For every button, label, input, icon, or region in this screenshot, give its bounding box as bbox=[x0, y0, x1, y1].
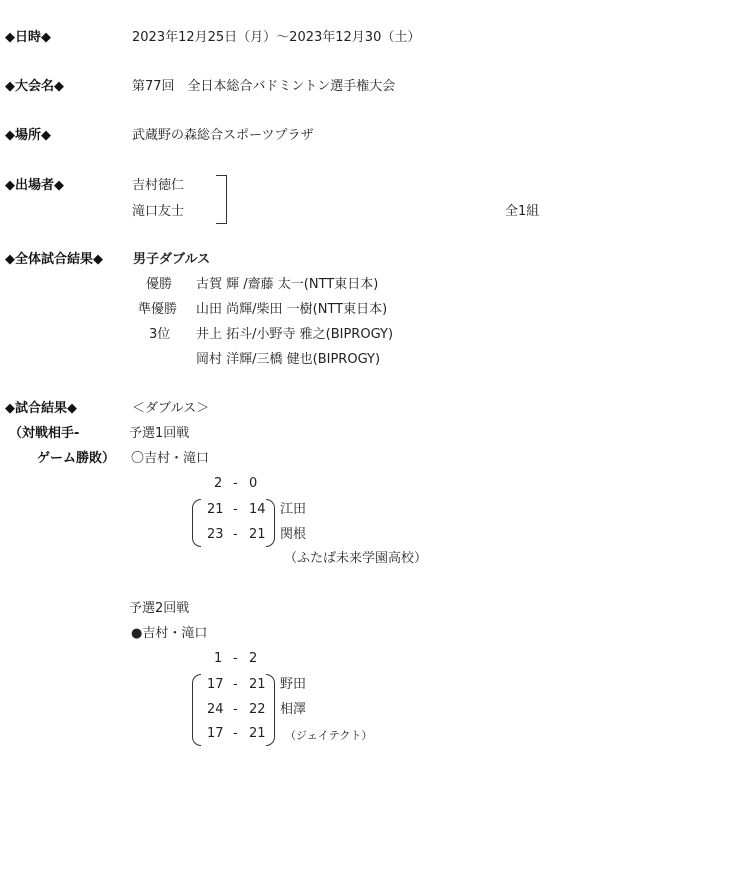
date-label: ◆日時◆ bbox=[5, 30, 51, 45]
players-label: ◆出場者◆ bbox=[5, 178, 64, 193]
players-bracket bbox=[216, 175, 227, 224]
overall-category: 男子ダブルス bbox=[133, 252, 211, 267]
game-score-b: 21 bbox=[249, 527, 266, 542]
game-opponent: （ジェイテクト） bbox=[285, 729, 373, 742]
game-score-a: 17 bbox=[207, 726, 224, 741]
date-value: 2023年12月25日（月）～2023年12月30（土） bbox=[132, 30, 421, 45]
round2-left-paren bbox=[192, 674, 201, 746]
matches-sub-label-2: ゲーム勝敗） bbox=[37, 451, 116, 466]
game-score-a: 17 bbox=[207, 677, 224, 692]
game-opponent: 江田 bbox=[280, 502, 307, 517]
result-text: 岡村 洋輝/三橋 健也(BIPROGY) bbox=[196, 352, 381, 367]
venue-label: ◆場所◆ bbox=[5, 128, 51, 143]
game-score-sep: - bbox=[233, 702, 238, 717]
team-count: 全1組 bbox=[505, 204, 540, 219]
result-text: 古賀 輝 /齋藤 太一(NTT東日本) bbox=[196, 277, 379, 292]
event-label: ◆大会名◆ bbox=[5, 79, 64, 94]
game-opponent: 相澤 bbox=[280, 702, 307, 717]
game-score-b: 21 bbox=[249, 677, 266, 692]
matches-label: ◆試合結果◆ bbox=[5, 401, 77, 416]
matches-category: ＜ダブルス＞ bbox=[132, 401, 210, 416]
venue-value: 武蔵野の森総合スポーツプラザ bbox=[132, 128, 314, 143]
game-score-a: 21 bbox=[207, 502, 224, 517]
game-opponent: 野田 bbox=[280, 677, 307, 692]
game-score-a: 23 bbox=[207, 527, 224, 542]
round1-total-a: 2 bbox=[214, 476, 223, 491]
round2-total-a: 1 bbox=[214, 651, 223, 666]
game-score-sep: - bbox=[233, 726, 238, 741]
round1-team: 〇吉村・滝口 bbox=[131, 451, 210, 466]
result-rank: 優勝 bbox=[146, 277, 173, 292]
game-score-b: 21 bbox=[249, 726, 266, 741]
overall-label: ◆全体試合結果◆ bbox=[5, 252, 103, 267]
result-rank: 準優勝 bbox=[138, 302, 178, 317]
game-opponent: 関根 bbox=[280, 527, 307, 542]
player-1: 吉村徳仁 bbox=[132, 178, 185, 193]
round1-total-b: 0 bbox=[249, 476, 258, 491]
matches-sub-label-1: （対戦相手- bbox=[9, 426, 80, 441]
round2-name: 予選2回戦 bbox=[129, 601, 190, 616]
game-score-sep: - bbox=[233, 527, 238, 542]
event-value: 第77回 全日本総合バドミントン選手権大会 bbox=[132, 79, 396, 94]
round2-team: ●吉村・滝口 bbox=[131, 626, 208, 641]
round1-right-paren bbox=[266, 499, 275, 547]
game-score-sep: - bbox=[233, 677, 238, 692]
round2-right-paren bbox=[266, 674, 275, 746]
round2-total-sep: - bbox=[233, 651, 238, 666]
round2-total-b: 2 bbox=[249, 651, 258, 666]
game-score-sep: - bbox=[233, 502, 238, 517]
round1-total-sep: - bbox=[233, 476, 238, 491]
game-score-b: 22 bbox=[249, 702, 266, 717]
round1-name: 予選1回戦 bbox=[129, 426, 190, 441]
game-score-a: 24 bbox=[207, 702, 224, 717]
result-text: 山田 尚輝/柴田 一樹(NTT東日本) bbox=[196, 302, 388, 317]
result-rank: 3位 bbox=[149, 327, 171, 342]
round1-left-paren bbox=[192, 499, 201, 547]
result-text: 井上 拓斗/小野寺 雅之(BIPROGY) bbox=[196, 327, 394, 342]
game-score-b: 14 bbox=[249, 502, 266, 517]
round1-school: （ふたば未来学園高校） bbox=[284, 551, 428, 566]
player-2: 滝口友士 bbox=[132, 204, 185, 219]
